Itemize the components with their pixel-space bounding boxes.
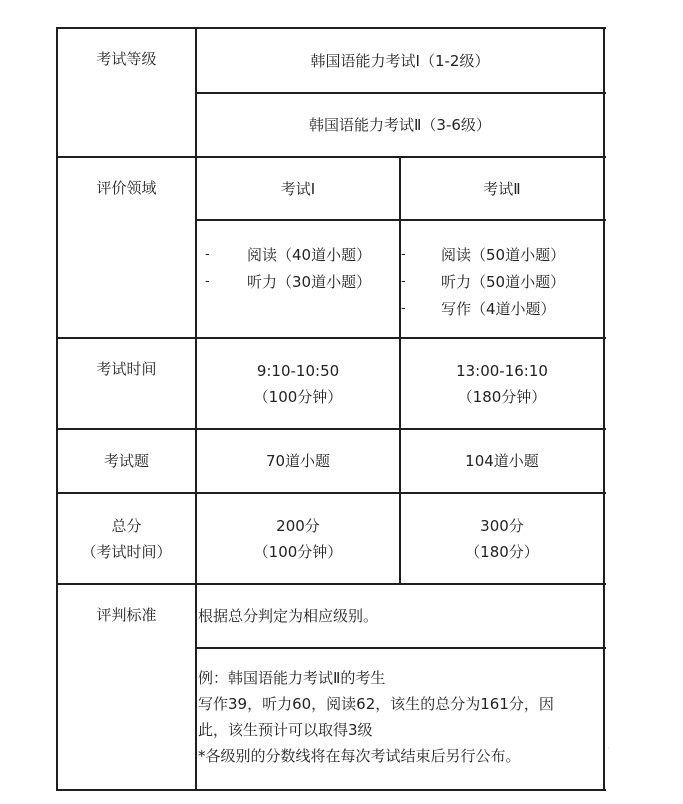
bullet-dash: - — [205, 273, 210, 289]
table-border-bottom — [56, 789, 606, 791]
bullet-dash: - — [401, 246, 406, 262]
criteria-example-line: 写作39，听力60，阅读62，该生的总分为161分，因 — [198, 695, 554, 713]
table-divider — [196, 219, 606, 221]
faint-mark: · — [607, 744, 610, 754]
area-item: 阅读（50道小题） — [441, 245, 566, 264]
time-label: 考试时间 — [96, 360, 157, 378]
area-item: 听力（50道小题） — [441, 272, 566, 291]
area-item: 听力（30道小题） — [247, 272, 372, 291]
bullet-dash: - — [205, 246, 210, 262]
criteria-note: *各级别的分数线将在每次考试结束后另行公布。 — [198, 747, 521, 765]
bullet-dash: - — [401, 300, 406, 316]
questions-topik2: 104道小题 — [465, 452, 539, 470]
bullet-dash: - — [401, 273, 406, 289]
list-item — [401, 268, 601, 295]
score-topik2-points: 300分 — [480, 516, 524, 535]
list-item — [401, 295, 601, 322]
criteria-example-line: 此，该生预计可以取得3级 — [198, 721, 373, 739]
area-topik1-header: 考试Ⅰ — [280, 179, 316, 198]
criteria-rule: 根据总分判定为相应级别。 — [198, 607, 379, 625]
list-item — [205, 268, 397, 295]
area-topik2-header: 考试Ⅱ — [483, 179, 521, 198]
criteria-label: 评判标准 — [96, 606, 157, 624]
area-item: 阅读（40道小题） — [247, 245, 372, 264]
area-topik2-list — [401, 241, 601, 331]
level-topik1: 韩国语能力考试Ⅰ（1-2级） — [310, 51, 490, 70]
score-topik1-duration: （100分钟） — [253, 542, 343, 561]
score-topik1-points: 200分 — [276, 516, 320, 535]
time-topik1-range: 9:10-10:50 — [256, 361, 340, 380]
table-border-right — [603, 27, 605, 791]
time-topik1-duration: （100分钟） — [253, 387, 343, 406]
questions-topik1: 70道小题 — [265, 452, 331, 470]
score-topik2-duration: （180分） — [465, 542, 539, 561]
questions-label: 考试题 — [103, 452, 149, 470]
score-label-sub: （考试时间） — [81, 542, 172, 561]
level-topik2: 韩国语能力考试Ⅱ（3-6级） — [309, 116, 491, 134]
criteria-example-line: 例：韩国语能力考试Ⅱ的考生 — [198, 669, 386, 687]
list-item — [401, 241, 601, 268]
time-topik2-duration: （180分钟） — [457, 387, 547, 406]
time-topik2-range: 13:00-16:10 — [456, 361, 548, 380]
area-label: 评价领域 — [96, 179, 157, 197]
list-item — [205, 241, 397, 268]
level-label: 考试等级 — [96, 50, 157, 68]
area-item: 写作（4道小题） — [441, 299, 556, 318]
table-divider — [196, 647, 606, 649]
score-label: 总分 — [111, 516, 142, 535]
area-topik1-list — [205, 241, 397, 331]
